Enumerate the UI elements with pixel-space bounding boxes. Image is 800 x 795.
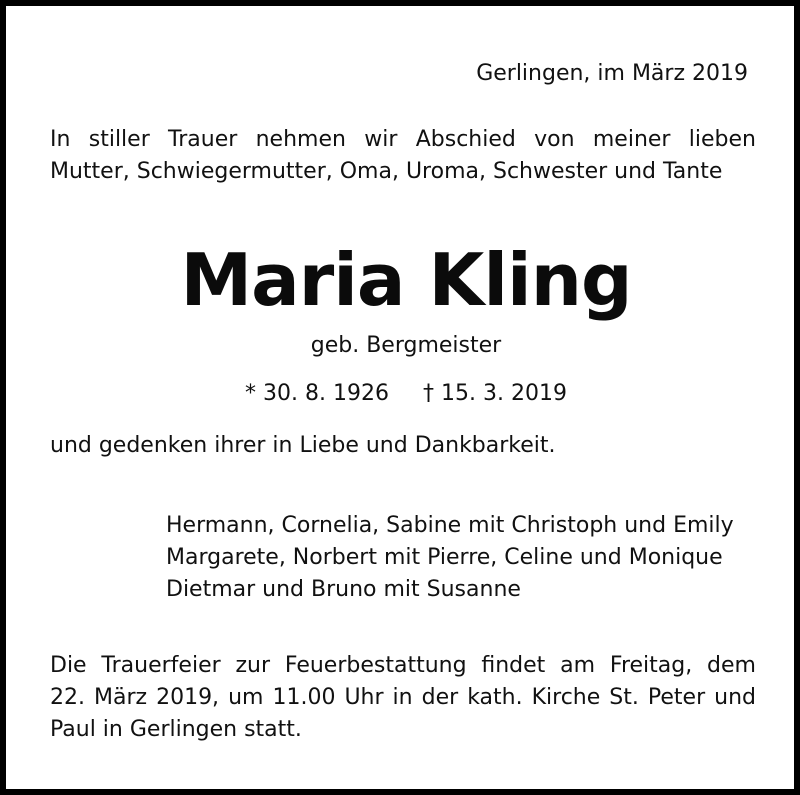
mourner-line: Hermann, Cornelia, Sabine mit Christoph und Emily (166, 513, 734, 538)
mourners-list (166, 510, 734, 606)
intro-line: Mutter, Schwiegermutter, Oma, Uroma, Schwester und Tante (50, 159, 723, 184)
mourner-line: Dietmar und Bruno mit Susanne (166, 577, 521, 602)
intro-text (50, 124, 756, 188)
funeral-line: Paul in Gerlingen statt. (50, 717, 302, 742)
deceased-name: Maria Kling (180, 238, 632, 322)
place-and-date: Gerlingen, im März 2019 (476, 61, 748, 86)
intro-line: In stiller Trauer nehmen wir Abschied von meiner lieben (50, 127, 756, 152)
maiden-name: geb. Bergmeister (310, 333, 502, 358)
death-date: † 15. 3. 2019 (423, 381, 567, 406)
mourner-line: Margarete, Norbert mit Pierre, Celine und Monique (166, 545, 723, 570)
funeral-line: Die Trauerfeier zur Feuerbestattung findet am Freitag, dem (50, 653, 756, 678)
funeral-info (50, 650, 756, 746)
birth-date: * 30. 8. 1926 (245, 381, 389, 406)
funeral-line: 22. März 2019, um 11.00 Uhr in der kath. Kirche St. Peter und (50, 685, 756, 710)
life-dates (6, 378, 800, 410)
remembrance-text: und gedenken ihrer in Liebe und Dankbarkeit. (50, 433, 556, 458)
